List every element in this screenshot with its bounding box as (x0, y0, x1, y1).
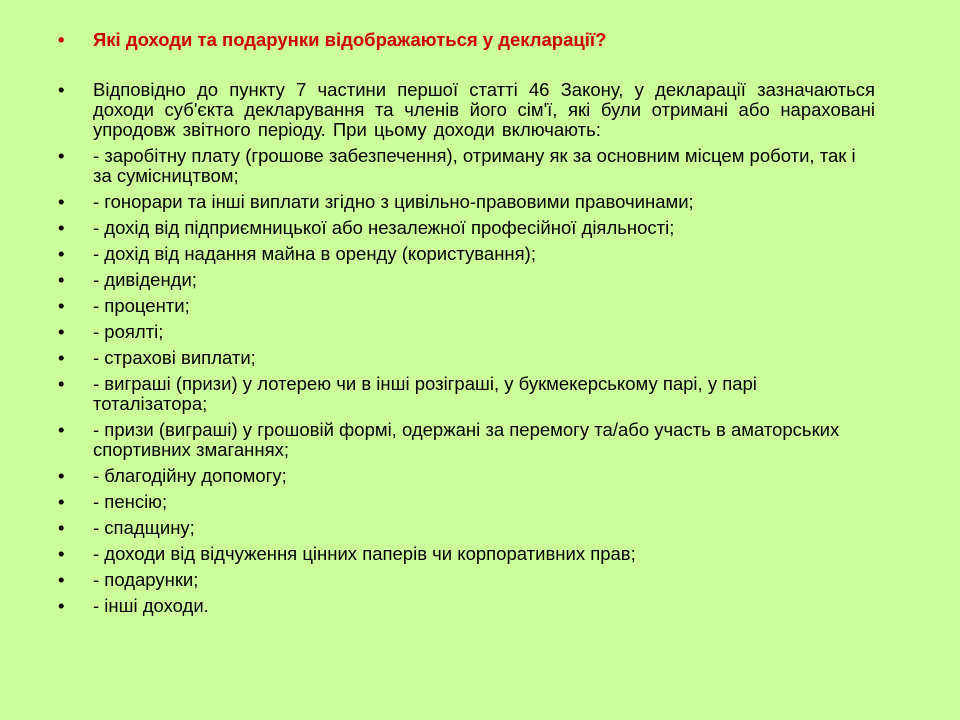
list-item (58, 492, 875, 512)
list-item (58, 218, 875, 238)
title-text: Які доходи та подарунки відображаються у декларації? (93, 29, 607, 50)
list-item (58, 374, 875, 414)
bullet: • (58, 191, 65, 212)
income-list (58, 146, 875, 616)
bullet: • (58, 419, 65, 440)
list-item-text: - проценти; (93, 295, 190, 316)
list-item-text: - дохід від надання майна в оренду (користування); (93, 243, 536, 264)
bullet: • (58, 543, 65, 564)
bullet: • (58, 269, 65, 290)
bullet: • (58, 491, 65, 512)
list-item (58, 296, 875, 316)
list-item-text: - дивіденди; (93, 269, 197, 290)
list-item (58, 466, 875, 486)
bullet: • (58, 347, 65, 368)
list-item (58, 570, 875, 590)
bullet: • (58, 295, 65, 316)
list-item (58, 544, 875, 564)
list-item-text: - гонорари та інші виплати згідно з цивільно-правовими правочинами; (93, 191, 694, 212)
bullet: • (58, 29, 65, 50)
bullet: • (58, 569, 65, 590)
list-item-text: - призи (виграші) у грошовій формі, одержані за перемогу та/або участь в аматорських спортивних змаганнях; (93, 419, 840, 460)
list-item (58, 146, 875, 186)
list-item-text: - заробітну плату (грошове забезпечення), отриману як за основним місцем роботи, так і за сумісництвом; (93, 145, 856, 186)
list-item-text: - страхові виплати; (93, 347, 256, 368)
list-item (58, 596, 875, 616)
list-item-text: - доходи від відчуження цінних паперів чи корпоративних прав; (93, 543, 636, 564)
list-item-text: - виграші (призи) у лотерею чи в інші розіграші, у букмекерському парі, у парі тоталізатора; (93, 373, 757, 414)
bullet: • (58, 465, 65, 486)
list-item (58, 348, 875, 368)
list-item (58, 420, 875, 460)
slide-title (58, 30, 875, 50)
bullet: • (58, 517, 65, 538)
intro-text: Відповідно до пункту 7 частини першої статті 46 Закону, у декларації зазначаються доходи суб'єкта декларування та членів його сім'ї, які були отримані або нараховані упродовж звітного періоду. При цьому доходи включають: (93, 79, 875, 140)
list-item (58, 518, 875, 538)
bullet: • (58, 243, 65, 264)
bullet: • (58, 217, 65, 238)
bullet: • (58, 145, 65, 166)
bullet: • (58, 595, 65, 616)
list-item (58, 322, 875, 342)
list-item (58, 270, 875, 290)
list-item-text: - подарунки; (93, 569, 199, 590)
list-item-text: - інші доходи. (93, 595, 209, 616)
list-item (58, 244, 875, 264)
list-item (58, 192, 875, 212)
bullet: • (58, 321, 65, 342)
list-item-text: - благодійну допомогу; (93, 465, 287, 486)
list-item-text: - пенсію; (93, 491, 168, 512)
bullet: • (58, 373, 65, 394)
list-item-text: - роялті; (93, 321, 164, 342)
list-item-text: - спадщину; (93, 517, 195, 538)
bullet: • (58, 79, 65, 100)
intro-paragraph (58, 80, 875, 140)
list-item-text: - дохід від підприємницької або незалежної професійної діяльності; (93, 217, 675, 238)
